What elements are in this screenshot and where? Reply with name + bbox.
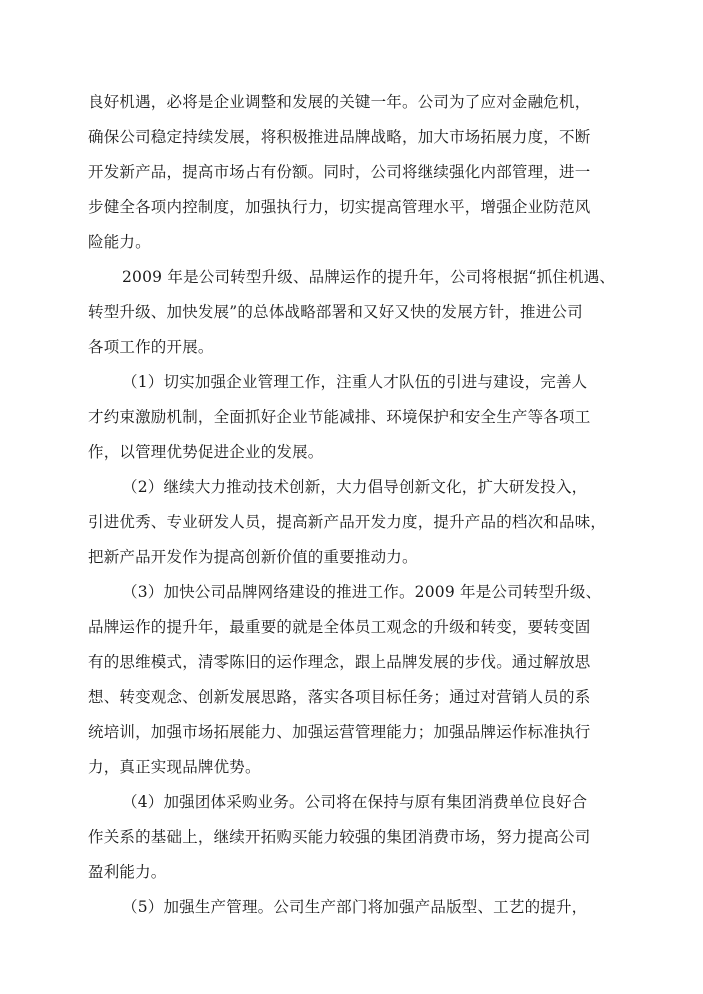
list-item-3-start-line: （3）加快公司品牌网络建设的推进工作。2009 年是公司转型升级、: [122, 583, 602, 601]
list-item-2-start-line: （2）继续大力推动技术创新，大力倡导创新文化，扩大研发投入，: [122, 478, 588, 496]
list-item-1-start-line: （1）切实加强企业管理工作，注重人才队伍的引进与建设，完善人: [122, 373, 588, 391]
text-line: 统培训，加强市场拓展能力、加强运营管理能力；加强品牌运作标准执行: [88, 723, 591, 741]
text-line: 良好机遇，必将是企业调整和发展的关键一年。公司为了应对金融危机，: [88, 93, 591, 111]
text-line: 开发新产品，提高市场占有份额。同时，公司将继续强化内部管理，进一: [88, 163, 591, 181]
text-line: 力，真正实现品牌优势。: [88, 758, 261, 776]
text-line: 才约束激励机制，全面抓好企业节能减排、环境保护和安全生产等各项工: [88, 408, 591, 426]
list-item-4-start-line: （4）加强团体采购业务。公司将在保持与原有集团消费单位良好合: [122, 793, 588, 811]
list-item-5-start-line: （5）加强生产管理。公司生产部门将加强产品版型、工艺的提升，: [122, 898, 588, 916]
text-line: 转型升级、加快发展”的总体战略部署和又好又快的发展方针，推进公司: [88, 303, 583, 321]
text-line: 各项工作的开展。: [88, 338, 214, 356]
text-line: 想、转变观念、创新发展思路，落实各项目标任务；通过对营销人员的系: [88, 688, 591, 706]
text-line: 步健全各项内控制度，加强执行力，切实提高管理水平，增强企业防范风: [88, 198, 591, 216]
paragraph-start-line: 2009 年是公司转型升级、品牌运作的提升年，公司将根据“抓住机遇、: [122, 268, 616, 286]
text-line: 确保公司稳定持续发展，将积极推进品牌战略，加大市场拓展力度，不断: [88, 128, 591, 146]
text-line: 品牌运作的提升年，最重要的就是全体员工观念的升级和转变，要转变固: [88, 618, 591, 636]
text-line: 险能力。: [88, 233, 151, 251]
text-line: 把新产品开发作为提高创新价值的重要推动力。: [88, 548, 418, 566]
text-line: 引进优秀、专业研发人员，提高新产品开发力度，提升产品的档次和品味，: [88, 513, 607, 531]
text-line: 盈利能力。: [88, 863, 167, 881]
text-line: 作，以管理优势促进企业的发展。: [88, 443, 324, 461]
text-line: 有的思维模式，清零陈旧的运作理念，跟上品牌发展的步伐。通过解放思: [88, 653, 591, 671]
text-line: 作关系的基础上，继续开拓购买能力较强的集团消费市场，努力提高公司: [88, 828, 591, 846]
